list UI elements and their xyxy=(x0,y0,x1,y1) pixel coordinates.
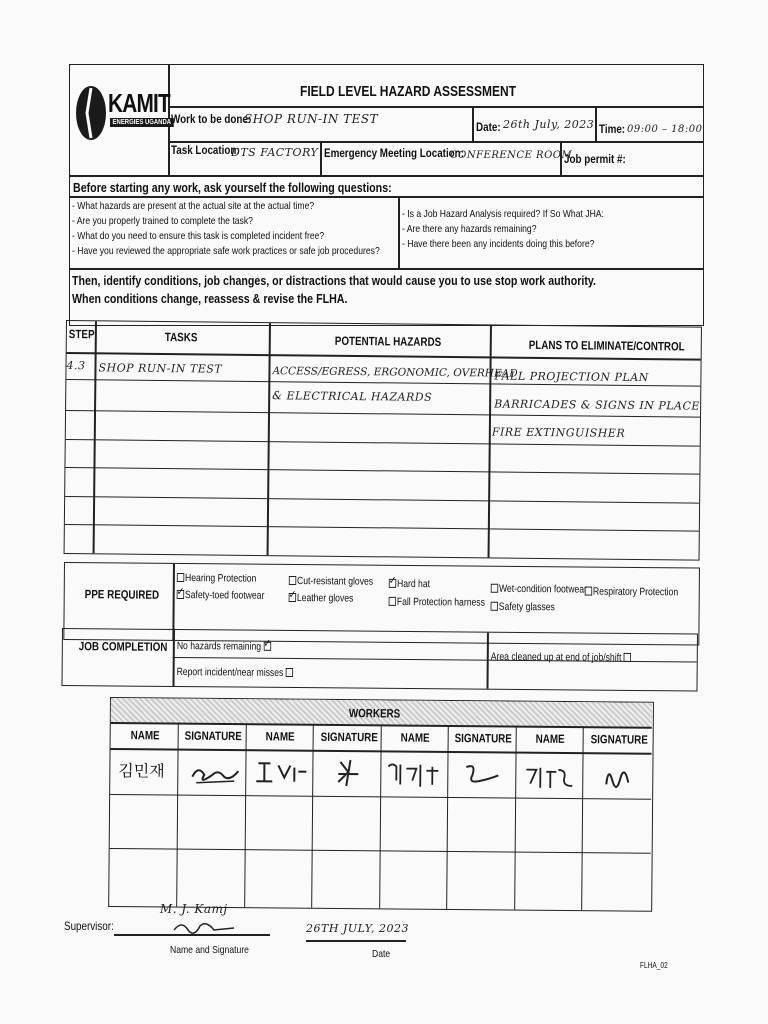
work-label: Work to be done: xyxy=(171,112,252,126)
col-header-name-3: NAME xyxy=(400,730,430,745)
tasks-table xyxy=(64,320,702,561)
company-logo xyxy=(74,80,172,150)
col-header-signature-4: SIGNATURE xyxy=(590,732,648,747)
emergency-value[interactable]: CONFERENCE ROOM xyxy=(450,150,573,161)
worker-name-2 xyxy=(252,757,312,788)
questions-heading: Before starting any work, ask yourself the following questions: xyxy=(73,180,392,195)
time-label: Time: xyxy=(599,122,626,136)
worker-signature-3 xyxy=(452,759,512,794)
step-value[interactable]: 4.3 xyxy=(66,359,86,373)
ppe-hard-hat[interactable]: ✓Hard hat xyxy=(389,578,430,590)
footer-date-value[interactable]: 26TH JULY, 2023 xyxy=(306,922,410,935)
ppe-safety-toed[interactable]: ✓Safety-toed footwear xyxy=(177,589,265,602)
job-permit-label: Job permit #: xyxy=(564,152,626,166)
task-location-value[interactable]: DTS FACTORY xyxy=(231,146,319,159)
completion-box xyxy=(61,628,697,692)
hazard-value-1[interactable]: ACCESS/EGRESS, ERGONOMIC, OVERHEAD xyxy=(272,365,518,380)
workers-title: WORKERS xyxy=(348,706,401,721)
report-incident[interactable]: Report incident/near misses xyxy=(177,666,294,679)
emergency-label: Emergency Meeting Location: xyxy=(324,146,464,160)
question-item: - What hazards are present at the actual site at the actual time? xyxy=(72,200,315,212)
checkbox-checked-icon[interactable] xyxy=(177,590,184,599)
col-header-hazards: POTENTIAL HAZARDS xyxy=(334,333,442,349)
ppe-respiratory[interactable]: Respiratory Protection xyxy=(585,586,678,599)
worker-signature-2 xyxy=(320,756,380,791)
form-code: FLHA_02 xyxy=(640,961,668,970)
question-item: - Have there been any incidents doing this before? xyxy=(402,238,595,250)
logo-text: KAMIT xyxy=(108,88,170,118)
checkbox-checked-icon[interactable] xyxy=(389,579,396,588)
area-cleaned[interactable]: Area cleaned up at end of job/shift xyxy=(491,651,632,664)
then-line-2: When conditions change, reassess & revise the FLHA. xyxy=(72,291,348,306)
plan-value-1[interactable]: FALL PROJECTION PLAN xyxy=(494,369,649,385)
time-value[interactable]: 09:00 – 18:00 xyxy=(627,124,703,135)
footer-date-label: Date xyxy=(372,948,391,960)
then-line-1: Then, identify conditions, job changes, or distractions that would cause you to use stop work authority. xyxy=(72,273,596,288)
questions-right-list xyxy=(402,208,648,250)
task-location-label: Task Location: xyxy=(171,143,240,157)
col-header-signature-1: SIGNATURE xyxy=(184,728,242,744)
checkbox-checked-icon[interactable] xyxy=(263,642,270,651)
ppe-leather-gloves[interactable]: ✓Leather gloves xyxy=(289,592,354,605)
workers-table xyxy=(108,697,654,912)
plan-value-2[interactable]: BARRICADES & SIGNS IN PLACE xyxy=(494,397,701,413)
checkbox-icon[interactable] xyxy=(177,573,184,582)
logo-subtext: ENERGIES UGANDA xyxy=(110,118,174,127)
checkbox-icon[interactable] xyxy=(491,602,498,611)
col-header-tasks: TASKS xyxy=(164,330,198,345)
ppe-safety-glasses[interactable]: Safety glasses xyxy=(491,601,555,614)
form-title: FIELD LEVEL HAZARD ASSESSMENT xyxy=(300,83,517,100)
date-label: Date: xyxy=(476,120,501,134)
col-header-step: STEP xyxy=(68,327,95,342)
supervisor-label: Supervisor: xyxy=(64,919,114,933)
col-header-name-1: NAME xyxy=(130,728,160,743)
logo-mark-icon xyxy=(74,84,108,142)
worker-name-3 xyxy=(384,758,446,793)
questions-left-list xyxy=(72,200,447,257)
question-item: - Is a Job Hazard Analysis required? If So What JHA: xyxy=(402,208,604,220)
checkbox-icon[interactable] xyxy=(624,653,631,662)
hazard-value-2[interactable]: & ELECTRICAL HAZARDS xyxy=(272,389,433,404)
completion-label: JOB COMPLETION xyxy=(78,639,168,654)
col-header-plans: PLANS TO ELIMINATE/CONTROL xyxy=(528,337,685,354)
supervisor-value[interactable]: M. J. Kamj xyxy=(160,902,228,916)
col-header-name-4: NAME xyxy=(535,731,565,746)
checkbox-icon[interactable] xyxy=(289,576,296,585)
question-item: - What do you need to ensure this task is completed incident free? xyxy=(72,230,325,242)
name-signature-label: Name and Signature xyxy=(170,944,249,956)
question-item: - Have you reviewed the appropriate safe work practices or safe job procedures? xyxy=(72,245,380,257)
checkbox-icon[interactable] xyxy=(585,587,592,596)
question-item: - Are you properly trained to complete the task? xyxy=(72,215,253,227)
worker-name-4 xyxy=(520,762,580,797)
ppe-wet-condition[interactable]: Wet-condition footwear xyxy=(491,583,587,596)
worker-name-1[interactable]: 김민재 xyxy=(118,761,165,781)
plan-value-3[interactable]: FIRE EXTINGUISHER xyxy=(491,425,626,440)
col-header-name-2: NAME xyxy=(265,729,295,744)
date-value[interactable]: 26th July, 2023 xyxy=(503,118,595,131)
work-value[interactable]: SHOP RUN-IN TEST xyxy=(244,112,379,126)
ppe-label: PPE REQUIRED xyxy=(84,587,160,602)
checkbox-icon[interactable] xyxy=(389,597,396,606)
ppe-cut-resistant[interactable]: Cut-resistant gloves xyxy=(289,575,373,588)
checkbox-icon[interactable] xyxy=(491,584,498,593)
worker-signature-1 xyxy=(182,759,242,790)
question-item: - Are there any hazards remaining? xyxy=(402,223,537,235)
task-value[interactable]: SHOP RUN-IN TEST xyxy=(98,361,223,376)
worker-signature-4 xyxy=(588,760,648,795)
no-hazards-remaining[interactable]: No hazards remaining ✓ xyxy=(177,640,272,653)
checkbox-icon[interactable] xyxy=(286,668,293,677)
checkbox-checked-icon[interactable] xyxy=(289,593,296,602)
ppe-fall-protection[interactable]: Fall Protection harness xyxy=(389,596,485,609)
col-header-signature-3: SIGNATURE xyxy=(454,731,512,746)
col-header-signature-2: SIGNATURE xyxy=(320,729,378,745)
supervisor-signature xyxy=(170,916,250,936)
ppe-hearing[interactable]: Hearing Protection xyxy=(177,572,257,585)
